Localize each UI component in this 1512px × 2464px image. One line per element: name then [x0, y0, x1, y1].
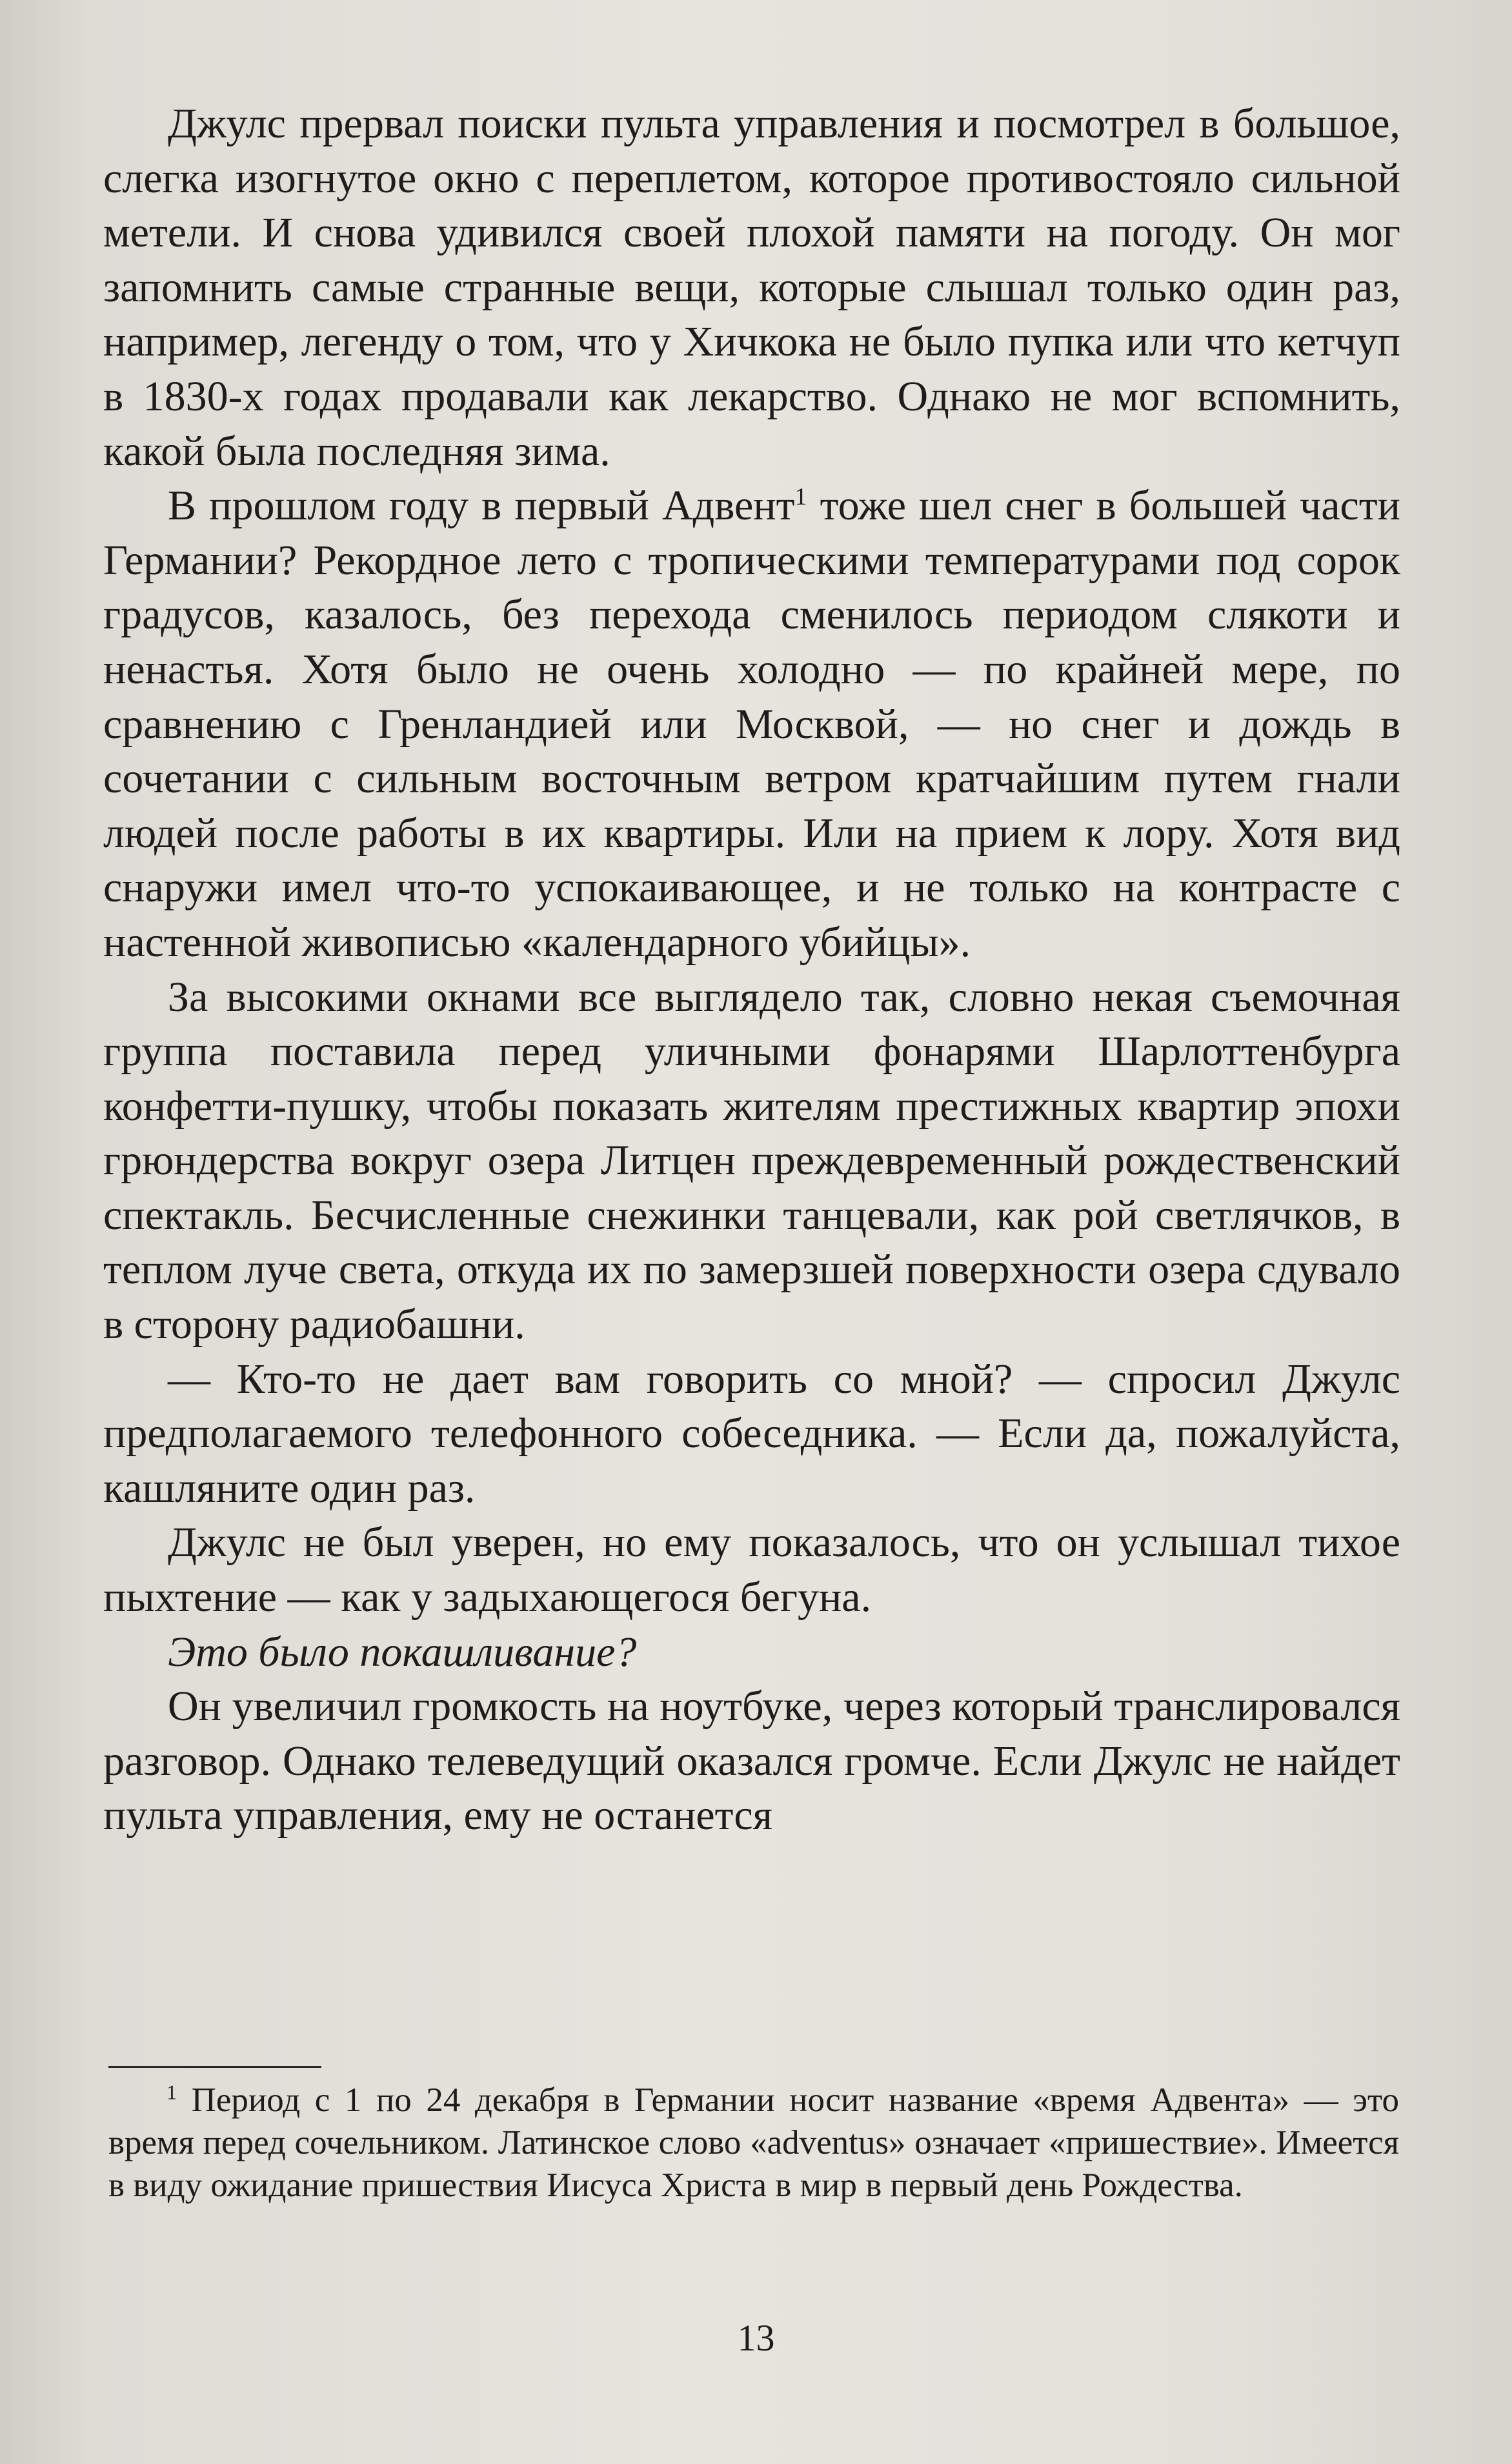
paragraph-2 [103, 479, 1400, 970]
footnotes [108, 2079, 1399, 2207]
paragraph-3: За высокими окнами все выглядело так, словно некая съемочная группа поставила перед уличными фонарями Шарлоттенбурга конфетти-пушку, чтобы показать жителям престижных квартир эпохи грюндерства вокруг озера Литцен преждевременный рождественский спектакль. Бесчисленные снежинки танцевали, как рой светлячков, в теплом луче света, откуда их по замерзшей поверхности озера сдувало в сторону радиобашни. [103, 973, 1400, 1348]
paragraph-2-start: В прошлом году в первый Адвент [168, 482, 795, 530]
paragraph-2-rest: тоже шел снег в большей части Германии? Рекордное лето с тропическими температурами под сорок градусов, казалось, без перехода сменилось периодом слякоти и ненастья. Хотя было не очень холодно — по крайней мере, по сравнению с Гренландией или Москвой, — но снег и дождь в сочетании с сильным восточным ветром кратчайшим путем гнали людей после работы в их квартиры. Или на прием к лору. Хотя вид снаружи имел что-то успокаивающее, и не только на контрасте с настенной живописью «календарного убийцы». [103, 482, 1401, 966]
main-text [103, 97, 1400, 1843]
footnote-marker: 1 [166, 2080, 177, 2104]
paragraph-7: Он увеличил громкость на ноутбуке, через который транслировался разговор. Однако телеведущий оказался громче. Если Джулс не найдет пульта управления, ему не останется [103, 1683, 1400, 1839]
footnote-reference: 1 [794, 483, 807, 511]
paragraph-4: — Кто-то не дает вам говорить со мной? — спросил Джулс предполагаемого телефонного собеседника. — Если да, пожалуйста, кашляните один раз. [103, 1355, 1400, 1512]
footnote-divider [108, 2066, 321, 2068]
paragraph-1: Джулс прервал поиски пульта управления и посмотрел в большое, слегка изогнутое окно с переплетом, которое противостояло сильной метели. И снова удивился своей плохой памяти на погоду. Он мог запомнить самые странные вещи, которые слышал только один раз, например, легенду о том, что у Хичкока не было пупка или что кетчуп в 1830-х годах продавали как лекарство. Однако не мог вспомнить, какой была последняя зима. [103, 100, 1400, 475]
paragraph-6-italic: Это было покашливание? [168, 1628, 637, 1676]
footnote-1 [108, 2079, 1399, 2207]
footnote-text: Период с 1 по 24 декабря в Германии носит название «время Адвента» — это время перед сочельником. Латинское слово «adventus» означает «пришествие». Имеется в виду ожидание пришествия Иисуса Христа в мир в первый день Рождества. [108, 2081, 1399, 2204]
page-number: 13 [737, 2317, 775, 2359]
paragraph-5: Джулс не был уверен, но ему показалось, что он услышал тихое пыхтение — как у задыхающегося бегуна. [103, 1519, 1400, 1621]
